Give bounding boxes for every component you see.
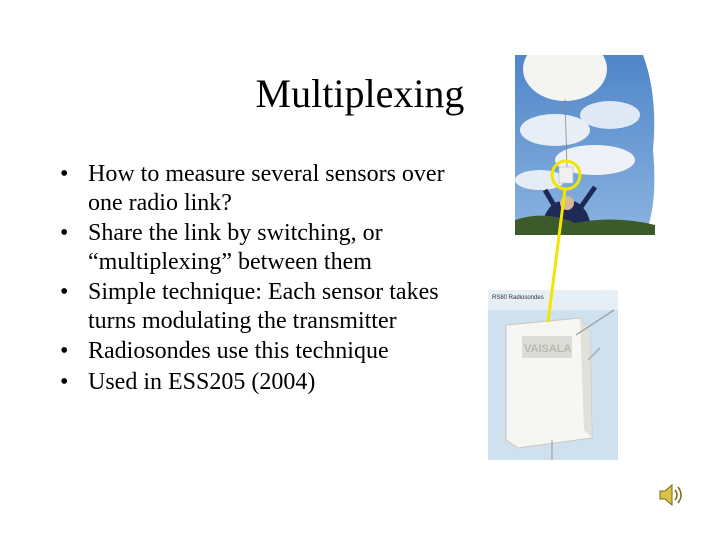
bullet-list (58, 160, 458, 398)
bullet-item: • Used in ESS205 (2004) (58, 368, 458, 397)
bullet-item: • Simple technique: Each sensor takes turns modulating the transmitter (58, 278, 458, 335)
slide-title: Multiplexing (255, 71, 465, 116)
bullet-item: • Radiosondes use this technique (58, 337, 458, 366)
svg-text:VAISALA: VAISALA (524, 343, 572, 355)
bullet-item: • Share the link by switching, or “multiplexing” between them (58, 219, 458, 276)
speaker-icon[interactable] (656, 480, 686, 510)
radiosonde-caption: RS80 Radiosondes (492, 295, 544, 301)
radiosonde-photo (488, 290, 618, 460)
bullet-item: • How to measure several sensors over one radio link? (58, 160, 458, 217)
balloon-launch-photo (515, 55, 658, 235)
